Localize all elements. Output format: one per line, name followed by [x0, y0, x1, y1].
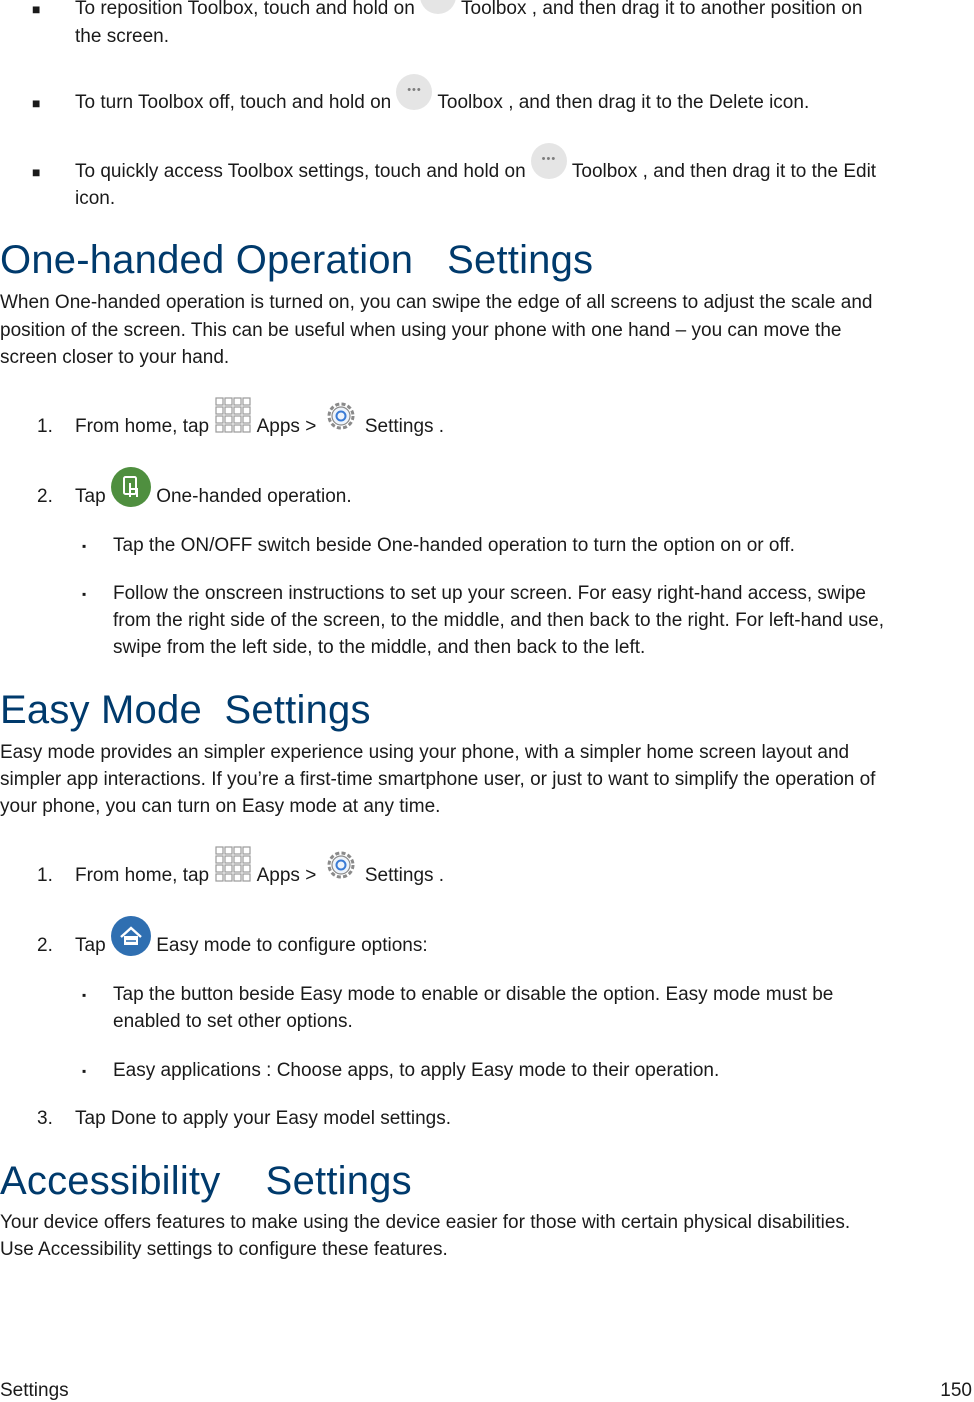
easy-mode-intro-line: simpler app interactions. If you’re a first-time smartphone user, or just to want to simplify the operation of	[0, 769, 876, 790]
footer-section-name: Settings	[0, 1380, 69, 1401]
toolbox-bullet-1: To reposition Toolbox, touch and hold on ••• Toolbox , and then drag it to another position on	[75, 0, 862, 20]
easy-mode-step-2: Tap Easy mode to configure options:	[75, 935, 428, 957]
step-number: 3.	[37, 1108, 53, 1129]
bullet-marker: ■	[32, 164, 41, 180]
more-dots-icon	[420, 0, 456, 14]
one-handed-sub-2-line: swipe from the left side, to the middle, and then back to the left.	[113, 637, 646, 658]
accessibility-intro-line: Your device offers features to make using the device easier for those with certain physical disabilities.	[0, 1212, 851, 1233]
easy-mode-sub-1-line: Tap the button beside Easy mode to enable or disable the option. Easy mode must be	[113, 984, 834, 1005]
step-number: 1.	[37, 416, 53, 437]
section-heading-easy-mode: Easy Mode Settings	[0, 688, 371, 732]
step-number: 2.	[37, 935, 53, 956]
bullet-marker: ▪	[82, 539, 87, 553]
one-handed-icon	[111, 467, 151, 507]
section-heading-one-handed: One-handed Operation Settings	[0, 238, 594, 282]
easy-mode-sub-1-line: enabled to set other options.	[113, 1011, 353, 1032]
one-handed-sub-1: Tap the ON/OFF switch beside One-handed operation to turn the option on or off.	[113, 535, 795, 556]
step-number: 1.	[37, 865, 53, 886]
section-heading-accessibility: Accessibility Settings	[0, 1159, 412, 1203]
easy-mode-step-3: Tap Done to apply your Easy model settings.	[75, 1108, 451, 1129]
one-handed-intro-line: position of the screen. This can be useful when using your phone with one hand – you can move the	[0, 320, 842, 341]
one-handed-step-1: From home, tap Apps > Settings .	[75, 416, 444, 438]
toolbox-bullet-3-cont: icon.	[75, 188, 116, 209]
apps-grid-icon	[214, 396, 252, 436]
step-number: 2.	[37, 486, 53, 507]
footer-page-number: 150	[940, 1380, 972, 1401]
more-dots-icon	[396, 74, 432, 110]
bullet-marker: ▪	[82, 988, 87, 1002]
settings-gear-icon	[322, 846, 360, 884]
easy-mode-intro-line: Easy mode provides an simpler experience using your phone, with a simpler home screen layout and	[0, 742, 850, 763]
bullet-marker: ■	[32, 1, 41, 17]
apps-grid-icon	[214, 845, 252, 885]
accessibility-intro-line: Use Accessibility settings to configure these features.	[0, 1239, 448, 1260]
easy-mode-home-icon	[111, 916, 151, 956]
one-handed-sub-2-line: Follow the onscreen instructions to set up your screen. For easy right-hand access, swipe	[113, 583, 866, 604]
settings-gear-icon	[322, 397, 360, 435]
easy-mode-intro-line: your phone, you can turn on Easy mode at any time.	[0, 796, 441, 817]
more-dots-icon	[531, 143, 567, 179]
one-handed-step-2: Tap One-handed operation.	[75, 486, 352, 508]
toolbox-bullet-1-cont: the screen.	[75, 26, 169, 47]
bullet-marker: ■	[32, 95, 41, 111]
easy-mode-step-1: From home, tap Apps > Settings .	[75, 865, 444, 887]
bullet-marker: ▪	[82, 587, 87, 601]
one-handed-intro-line: When One-handed operation is turned on, you can swipe the edge of all screens to adjust the scale and	[0, 292, 873, 313]
easy-mode-sub-2: Easy applications : Choose apps, to apply Easy mode to their operation.	[113, 1060, 720, 1081]
bullet-marker: ▪	[82, 1064, 87, 1078]
toolbox-bullet-3: To quickly access Toolbox settings, touch and hold on ••• Toolbox , and then drag it to the Edit	[75, 161, 876, 183]
one-handed-sub-2-line: from the right side of the screen, to the middle, and then back to the right. For left-hand use,	[113, 610, 884, 631]
toolbox-bullet-2: To turn Toolbox off, touch and hold on ••• Toolbox , and then drag it to the Delete icon.	[75, 92, 809, 114]
one-handed-intro-line: screen closer to your hand.	[0, 347, 230, 368]
